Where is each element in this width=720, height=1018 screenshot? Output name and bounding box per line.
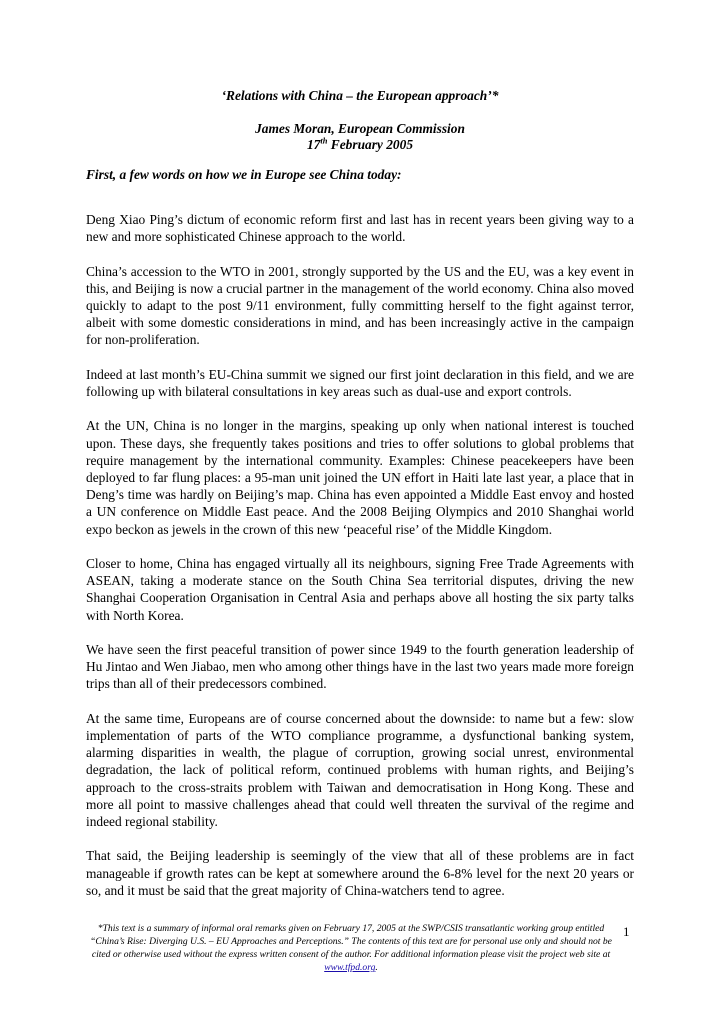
paragraph: We have seen the first peaceful transition of power since 1949 to the fourth generation leadership of Hu Jintao and Wen Jiabao, men who among other things have in the last two years made more foreign trips than all of their predecessors combined. — [86, 642, 634, 692]
paragraph: China’s accession to the WTO in 2001, strongly supported by the US and the EU, was a key event in this, and Beijing is now a crucial partner in the management of the world economy. China also moved quickly to adapt to the post 9/11 environment, fully committing herself to the fight against terror, albeit with some domestic considerations in mind, and has been increasingly active in the campaign for non-proliferation. — [86, 263, 634, 348]
page-number: 1 — [623, 924, 630, 939]
paragraph: Deng Xiao Ping’s dictum of economic reform first and last has in recent years been giving way to a new and more sophisticated Chinese approach to the world. — [86, 212, 634, 245]
paragraph: Indeed at last month’s EU-China summit we signed our first joint declaration in this field, and we are following up with bilateral consultations in key areas such as dual-use and export controls. — [86, 366, 634, 399]
section-heading: First, a few words on how we in Europe see China today: — [86, 167, 402, 182]
paragraph: Closer to home, China has engaged virtually all its neighbours, signing Free Trade Agreements with ASEAN, taking a moderate stance on the South China Sea territorial disputes, driving the new Shanghai Cooperation Organisation in Central Asia and perhaps above all hosting the six party talks with North Korea. — [86, 556, 634, 623]
date-day: 17 — [306, 137, 321, 152]
date-suffix: th — [320, 135, 328, 146]
date-month-year: February 2005 — [327, 137, 414, 152]
document-title: ‘Relations with China – the European approach’* — [221, 88, 499, 103]
body-text — [86, 211, 634, 916]
paragraph: At the same time, Europeans are of course concerned about the downside: to name but a few: slow implementation of parts of the WTO compliance programme, a dysfunctional banking system, alarming disparities in wealth, the plague of corruption, growing social unrest, environmental degradation, the lack of political reform, continued problems with human rights, and Beijing’s approach to the cross-straits problem with Taiwan and democratisation in Hong Kong. These and more all point to massive challenges ahead that could well threaten the survival of the regime and indeed regional stability. — [86, 710, 634, 830]
project-website-link[interactable]: www.tfpd.org — [324, 962, 376, 974]
footnote — [86, 922, 616, 974]
paragraph: That said, the Beijing leadership is seemingly of the view that all of these problems are in fact manageable if growth rates can be kept at somewhere around the 6-8% level for the next 20 years or so, and it must be said that the great majority of China-watchers tend to agree. — [86, 848, 634, 898]
date-line — [86, 137, 634, 153]
footnote-text: *This text is a summary of informal oral remarks given on February 17, 2005 at the SWP/CSIS transatlantic working group entitled “China’s Rise: Diverging U.S. – EU Approaches and Perceptions.” The contents of this text are for personal use only and should not be cited or otherwise used without the express written consent of the author. For additional information please visit the project web site at — [90, 923, 612, 961]
author-line: James Moran, European Commission — [255, 121, 465, 136]
footnote-end: . — [375, 962, 378, 974]
paragraph: At the UN, China is no longer in the margins, speaking up only when national interest is touched upon. These days, she frequently takes positions and tries to offer solutions to global problems that require management by the international community. Examples: Chinese peacekeepers have been deployed to far flung places: a 95-man unit joined the UN effort in Haiti late last year, a place that in Deng’s time was hardly on Beijing’s map. China has even appointed a Middle East envoy and hosted a UN conference on Middle East peace. And the 2008 Beijing Olympics and 2010 Shanghai world expo beckon as jewels in the crown of this new ‘peaceful rise’ of the Middle Kingdom. — [86, 418, 634, 537]
